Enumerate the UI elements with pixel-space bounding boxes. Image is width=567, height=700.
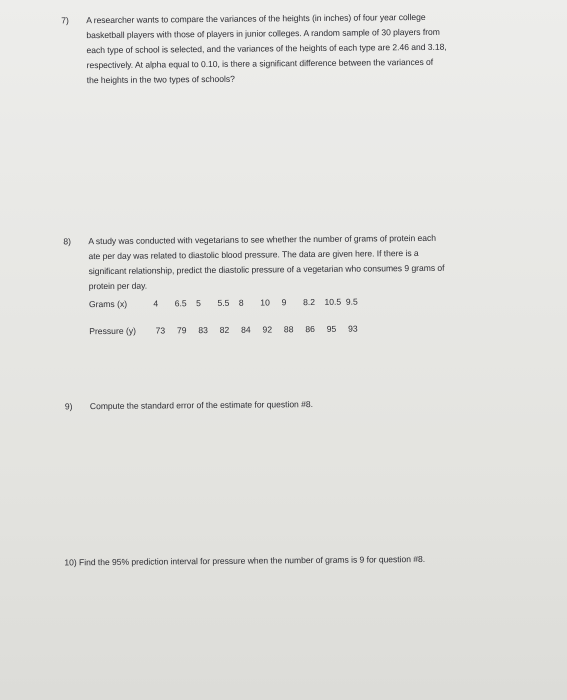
question-number: 7) (61, 15, 69, 26)
question-line: respectively. At alpha equal to 0.10, is there a significant difference between the variances of (86, 56, 434, 71)
grams-value: 5.5 (217, 297, 230, 308)
question-number: 10) (64, 557, 77, 568)
grams-value: 5 (196, 298, 201, 309)
pressure-value: 84 (241, 324, 251, 335)
grams-value: 8 (238, 297, 244, 308)
pressure-label: Pressure (y) (89, 325, 137, 337)
grams-value: 10 (260, 297, 270, 308)
grams-value: 8.2 (302, 296, 316, 308)
question-line: Compute the standard error of the estimate for question #8. (89, 399, 313, 412)
question-9 (65, 395, 515, 414)
pressure-value: 93 (348, 323, 358, 334)
grams-value: 4 (153, 298, 159, 309)
question-line: basketball players with those of players in junior colleges. A random sample of 30 players from (86, 26, 440, 41)
question-10 (64, 551, 534, 571)
pressure-value: 83 (198, 325, 208, 336)
question-number: 8) (63, 236, 71, 247)
pressure-value: 88 (283, 324, 294, 335)
pressure-row (89, 323, 367, 340)
grams-value: 9.5 (345, 296, 358, 307)
question-line: A study was conducted with vegetarians to see whether the number of grams of protein each (88, 232, 436, 247)
grams-label: Grams (x) (88, 298, 128, 310)
question-line: significant relationship, predict the diastolic pressure of a vegetarian who consumes 9 grams of (88, 262, 445, 277)
pressure-value: 95 (326, 323, 337, 334)
grams-value: 9 (281, 297, 287, 308)
pressure-value: 82 (219, 324, 230, 335)
question-line: Find the 95% prediction interval for pressure when the number of grams is 9 for question #8. (78, 553, 426, 568)
question-line: A researcher wants to compare the variances of the heights (in inches) of four year college (86, 11, 426, 26)
protein-pressure-table (89, 296, 367, 340)
pressure-value: 79 (176, 325, 187, 336)
question-number: 9) (64, 401, 73, 412)
grams-value: 6.5 (174, 298, 187, 309)
question-7 (61, 9, 512, 88)
question-line: ate per day was related to diastolic blood pressure. The data are given here. If there is a (88, 247, 419, 262)
pressure-value: 73 (155, 325, 166, 336)
pressure-value: 92 (262, 324, 273, 335)
grams-row (89, 296, 367, 313)
question-8 (63, 230, 514, 294)
grams-value: 10.5 (324, 296, 342, 307)
question-line: the heights in the two types of schools? (86, 73, 235, 86)
question-line: each type of school is selected, and the variances of the heights of each type are 2.46 and 3.18, (86, 41, 447, 56)
question-line: protein per day. (88, 280, 148, 292)
pressure-value: 86 (305, 323, 315, 335)
